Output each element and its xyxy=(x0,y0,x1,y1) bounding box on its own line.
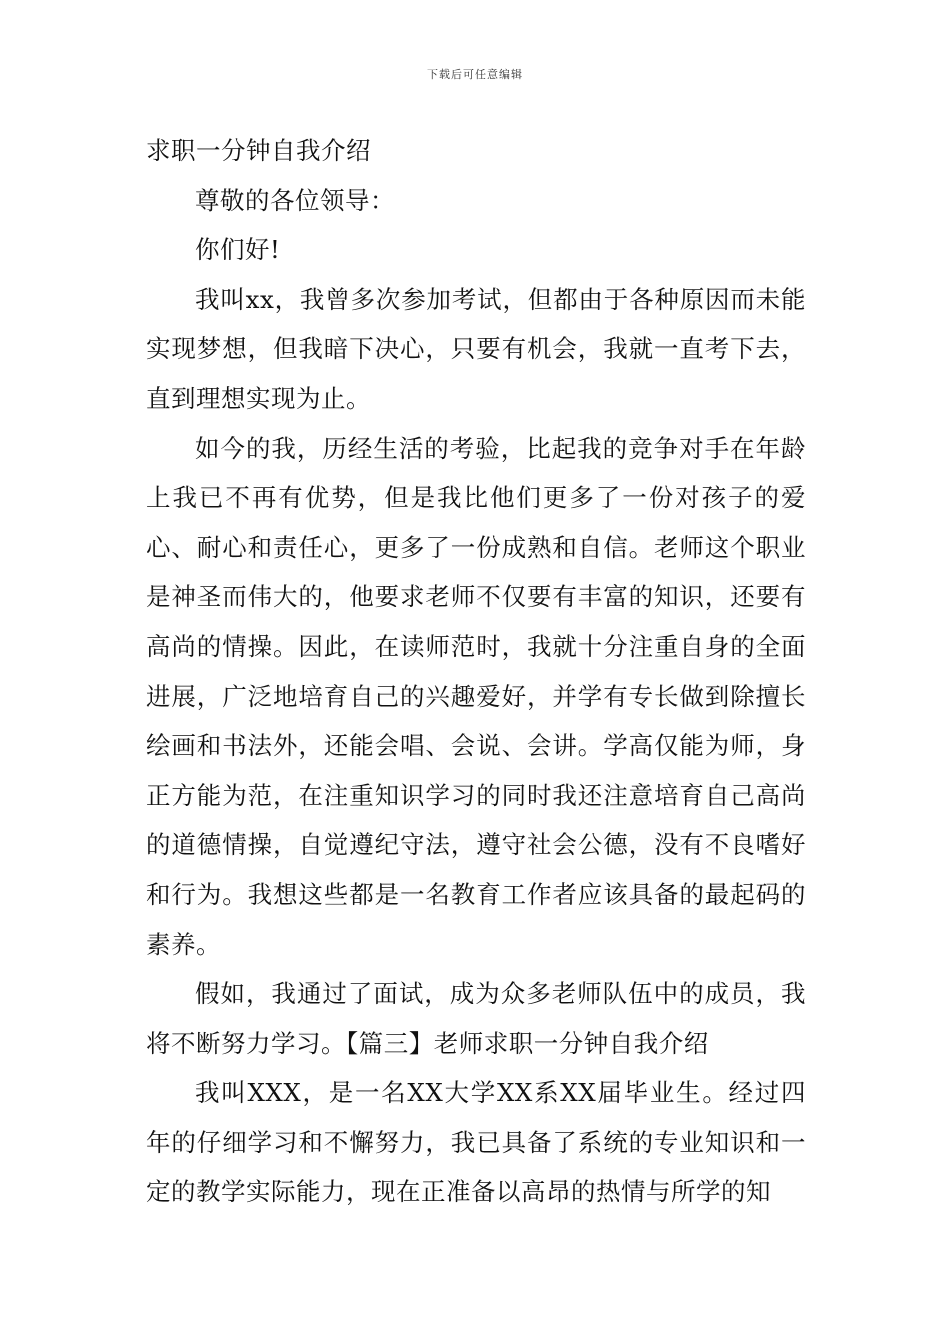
page-header-note: 下载后可任意编辑 xyxy=(427,68,523,81)
document-title: 求职一分钟自我介绍 xyxy=(146,136,371,165)
document-body xyxy=(146,126,806,1217)
greeting-line: 尊敬的各位领导： xyxy=(195,185,395,215)
paragraph-3: 假如，我通过了面试，成为众多老师队伍中的成员，我将不断努力学习。【篇三】老师求职一分钟自我介绍 xyxy=(146,979,806,1058)
hello-line: 你们好! xyxy=(195,235,281,265)
paragraph-1: 我叫xx，我曾多次参加考试，但都由于各种原因而未能实现梦想，但我暗下决心，只要有机会，我就一直考下去，直到理想实现为止。 xyxy=(146,284,806,413)
paragraph-2: 如今的我，历经生活的考验，比起我的竞争对手在年龄上我已不再有优势，但是我比他们更多了一份对孩子的爱心、耐心和责任心，更多了一份成熟和自信。老师这个职业是神圣而伟大的，他要求老师不仅要有丰富的知识，还要有高尚的情操。因此，在读师范时，我就十分注重自身的全面进展，广泛地培育自己的兴趣爱好，并学有专长做到除擅长绘画和书法外，还能会唱、会说、会讲。学高仅能为师，身正方能为范，在注重知识学习的同时我还注意培育自己高尚的道德情操，自觉遵纪守法，遵守社会公德，没有不良嗜好和行为。我想这些都是一名教育工作者应该具备的最起码的素养。 xyxy=(146,433,806,959)
paragraph-4: 我叫XXX，是一名XX大学XX系XX届毕业生。经过四年的仔细学习和不懈努力，我已具备了系统的专业知识和一定的教学实际能力，现在正准备以高昂的热情与所学的知 xyxy=(146,1078,806,1207)
